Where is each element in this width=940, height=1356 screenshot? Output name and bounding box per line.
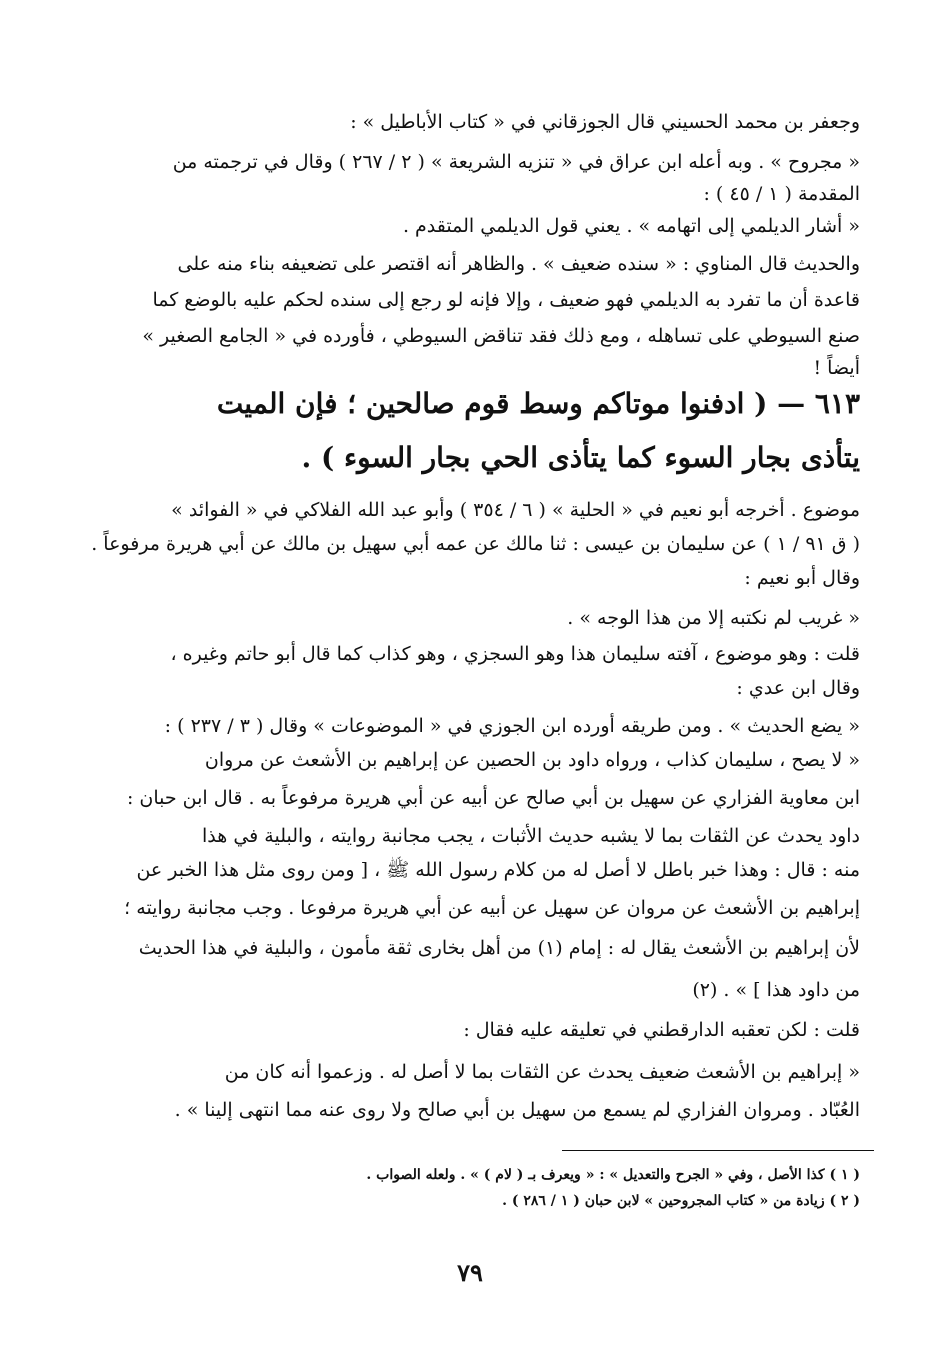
text-line: داود يحدث عن الثقات بما لا يشبه حديث الأثبات ، يجب مجانبة روايته ، والبلية في هذا xyxy=(202,825,860,847)
text-line: العُبّاد . ومروان الفزاري لم يسمع من سهيل بن أبي صالح ولا روى عنه مما انتهى إلينا » . xyxy=(174,1099,860,1121)
text-line: « لا يصح ، سليمان كذاب ، ورواه داود بن الحصين عن إبراهيم بن الأشعث عن مروان xyxy=(204,749,860,771)
text-line: والحديث قال المناوي : « سنده ضعيف » . والظاهر أنه اقتصر على تضعيفه بناء منه على xyxy=(177,253,860,275)
footnote: ( ١ ) كذا الأصل ، وفي « الجرح والتعديل » : « ويعرف بـ ( لام ) » . ولعله الصواب . xyxy=(366,1167,860,1183)
text-line: وقال أبو نعيم : xyxy=(744,567,860,589)
text-line: ( ق ٩١ / ١ ) عن سليمان بن عيسى : ثنا مالك عن عمه أبي سهيل بن مالك عن أبي هريرة مرفوعاً . xyxy=(91,533,860,555)
text-line: قلت : وهو موضوع ، آفته سليمان هذا وهو السجزي ، وهو كذاب كما قال أبو حاتم وغيره ، xyxy=(170,643,860,665)
text-line: « أشار الديلمي إلى اتهامه » . يعني قول الديلمي المتقدم . xyxy=(402,215,860,237)
footnote-separator xyxy=(562,1150,874,1151)
text-line: لأن إبراهيم بن الأشعث يقال له : إمام (١) من أهل بخارى ثقة مأمون ، والبلية في هذا الحديث xyxy=(138,937,860,959)
text-line: « يضع الحديث » . ومن طريقه أورده ابن الجوزي في « الموضوعات » وقال ( ٣ / ٢٣٧ ) : xyxy=(164,715,860,737)
text-line: قاعدة أن ما تفرد به الديلمي فهو ضعيف ، وإلا فإنه لو رجع إلى سنده لحكم عليه بالوضع كما xyxy=(152,289,860,311)
text-line: وقال ابن عدي : xyxy=(736,677,860,699)
text-line: المقدمة ( ١ / ٤٥ ) : xyxy=(703,183,860,205)
hadith-heading-line-2: يتأذى بجار السوء كما يتأذى الحي بجار السوء ) . xyxy=(301,441,860,474)
text-line: من داود هذا ] » . (٢) xyxy=(692,979,860,1001)
text-line: صنع السيوطي على تساهله ، ومع ذلك فقد تناقض السيوطي ، فأورده في « الجامع الصغير » xyxy=(142,325,860,347)
text-line: ابن معاوية الفزاري عن سهيل بن أبي صالح عن أبيه عن أبي هريرة مرفوعاً به . قال ابن حبان : xyxy=(126,787,860,809)
text-line: « إبراهيم بن الأشعث ضعيف يحدث عن الثقات بما لا أصل له . وزعموا أنه كان من xyxy=(224,1061,860,1083)
text-line: موضوع . أخرجه أبو نعيم في « الحلية » ( ٦ / ٣٥٤ ) وأبو عبد الله الفلاكي في « الفوائد » xyxy=(171,499,860,521)
footnote: ( ٢ ) زيادة من « كتاب المجروحين » لابن حبان ( ١ / ٢٨٦ ) . xyxy=(502,1193,860,1209)
text-line: إبراهيم بن الأشعث عن مروان عن سهيل عن أبيه عن أبي هريرة مرفوعا . وجب مجانبة روايته ؛ xyxy=(124,897,860,919)
page-number: ٧٩ xyxy=(457,1258,483,1287)
text-line: قلت : لكن تعقبه الدارقطني في تعليقه عليه فقال : xyxy=(463,1019,860,1041)
hadith-heading-line-1: ٦١٣ — ( ادفنوا موتاكم وسط قوم صالحين ؛ فإن الميت xyxy=(216,387,860,420)
text-line: « غريب لم نكتبه إلا من هذا الوجه » . xyxy=(567,607,860,629)
text-line: منه : قال : وهذا خبر باطل لا أصل له من كلام رسول الله ﷺ ، [ ومن روى مثل هذا الخبر عن xyxy=(136,859,860,881)
text-line: وجعفر بن محمد الحسيني قال الجوزقاني في « كتاب الأباطيل » : xyxy=(350,111,860,133)
text-line: أيضاً ! xyxy=(813,357,860,379)
text-line: « مجروح » . وبه أعله ابن عراق في « تنزيه الشريعة » ( ٢ / ٢٦٧ ) وقال في ترجمته من xyxy=(172,151,860,173)
